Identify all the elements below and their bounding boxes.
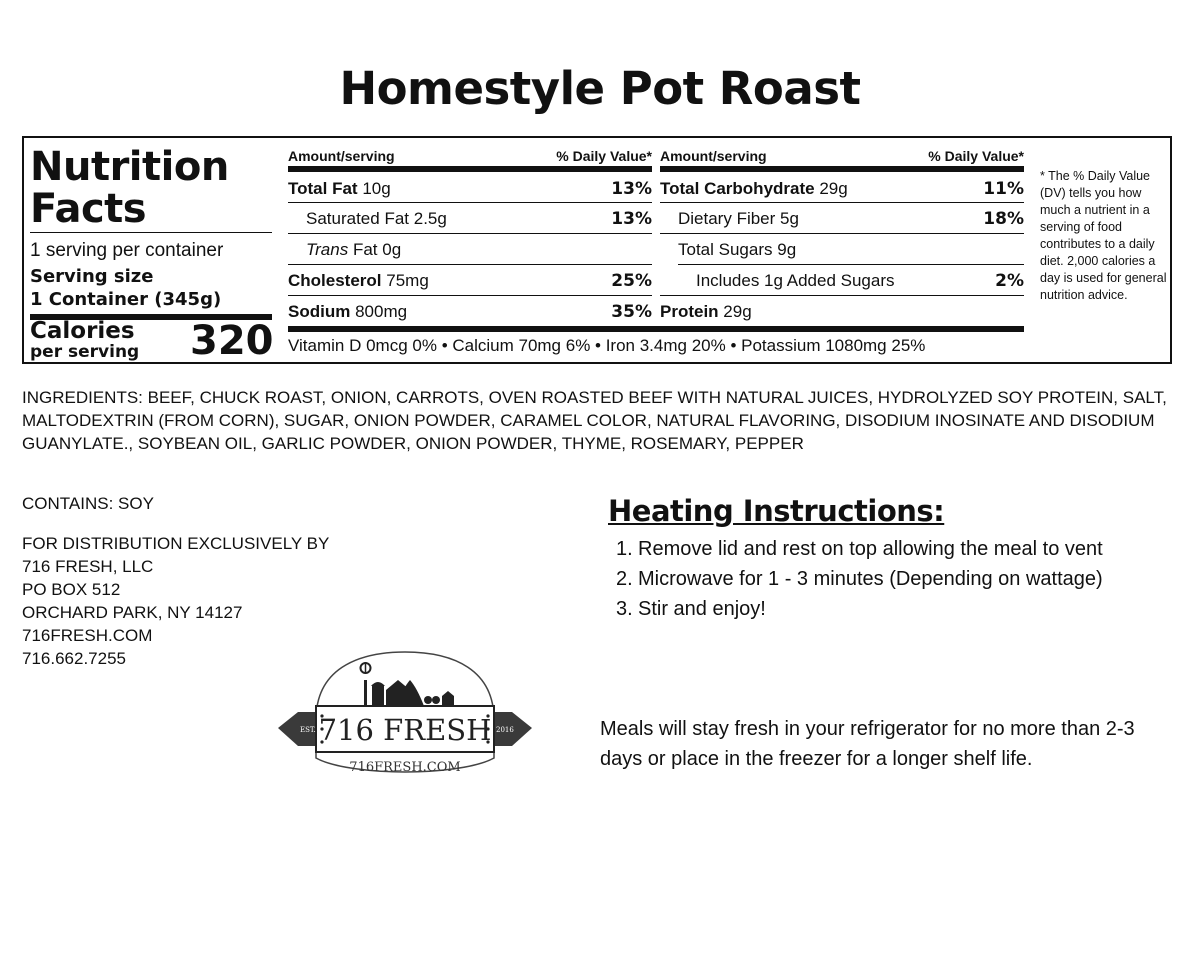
amount-serving-header: Amount/serving (660, 148, 767, 164)
amount-serving-header: Amount/serving (288, 148, 395, 164)
nutrient-row-cholesterol (288, 266, 652, 296)
nutrient-row-total-fat (288, 174, 652, 204)
nutrition-heading-line2: Facts (30, 186, 147, 232)
serving-size-value: 1 Container (345g) (30, 289, 222, 310)
nutrient-amount: 29g (819, 179, 848, 198)
logo-est: EST. (300, 726, 316, 734)
brand-logo (276, 650, 534, 780)
divider (288, 202, 652, 203)
distribution-line: 716.662.7255 (22, 649, 126, 668)
nutrient-label-suffix: Fat (352, 240, 378, 259)
nutrient-dv: 13% (611, 179, 652, 199)
divider (288, 264, 652, 265)
logo-year: 2016 (496, 726, 514, 734)
logo-name: 716 FRESH (318, 713, 492, 747)
heating-steps-list (616, 534, 1136, 624)
storage-note: Meals will stay fresh in your refrigerator for no more than 2-3 days or place in the freezer for a longer shelf life. (600, 718, 1135, 770)
nutrition-facts-panel (22, 136, 1172, 364)
nutrient-label: Dietary Fiber (678, 209, 776, 228)
step-text: Stir and enjoy! (638, 598, 766, 620)
nutrient-dv: 18% (983, 209, 1024, 229)
thick-divider (288, 326, 1024, 332)
calories-value: 320 (190, 318, 274, 364)
step-number: 1. (616, 538, 633, 560)
step-number: 3. (616, 598, 633, 620)
nutrient-row-protein (660, 297, 1024, 327)
nutrient-amount: 0g (382, 240, 402, 259)
nutrient-dv: 35% (611, 302, 652, 322)
nutrient-dv: 11% (983, 179, 1024, 199)
nutrient-amount: 75mg (386, 271, 429, 290)
daily-value-footnote: * The % Daily Value (DV) tells you how much a nutrient in a serving of food contributes to a daily diet. 2,000 calories a day is used for general nutrition advice. (1040, 169, 1167, 302)
logo-url: 716FRESH.COM (349, 760, 461, 775)
servings-per-container: 1 serving per container (30, 240, 224, 261)
nutrient-dv: 13% (611, 209, 652, 229)
divider (288, 295, 652, 296)
nutrient-row-saturated-fat (306, 204, 652, 234)
nutrient-amount: 29g (723, 302, 752, 321)
nutrient-label: Protein (660, 302, 719, 321)
nutrient-dv: 2% (995, 271, 1024, 291)
nutrient-label: Saturated Fat (306, 209, 410, 228)
nutrient-label: Sodium (288, 302, 351, 321)
heating-step (616, 564, 1136, 594)
allergen-statement: CONTAINS: SOY (22, 494, 154, 513)
nutrient-amount: 5g (780, 209, 799, 228)
distribution-line: FOR DISTRIBUTION EXCLUSIVELY BY (22, 534, 330, 553)
nutrient-row-dietary-fiber (678, 204, 1024, 234)
nutrient-row-total-carbohydrate (660, 174, 1024, 204)
nutrient-dv: 25% (611, 271, 652, 291)
logo-graphic (276, 650, 534, 780)
heating-step (616, 594, 1136, 624)
serving-size-label: Serving size (30, 266, 154, 287)
distribution-line: PO BOX 512 (22, 580, 121, 599)
nutrient-row-sodium (288, 297, 652, 327)
distribution-line: 716 FRESH, LLC (22, 557, 154, 576)
nutrient-amount: 10g (362, 179, 391, 198)
vitamins-line: Vitamin D 0mcg 0% • Calcium 70mg 6% • Iron 3.4mg 20% • Potassium 1080mg 25% (288, 336, 926, 355)
nutrient-label: Includes 1g Added Sugars (696, 271, 895, 290)
distribution-line: 716FRESH.COM (22, 626, 153, 645)
nutrient-row-trans-fat (306, 235, 652, 265)
divider (30, 232, 272, 233)
heating-step (616, 534, 1136, 564)
nutrient-row-total-sugars (678, 235, 1024, 265)
step-number: 2. (616, 568, 633, 590)
divider (288, 233, 652, 234)
nutrition-heading-line1: Nutrition (30, 144, 229, 190)
thick-divider (288, 166, 652, 172)
divider (660, 233, 1024, 234)
calories-sublabel: per serving (30, 342, 140, 362)
nutrient-amount: 800mg (355, 302, 408, 321)
divider (678, 264, 1024, 265)
col-header-right (660, 148, 1024, 164)
nutrient-label: Trans (306, 240, 349, 259)
step-text: Remove lid and rest on top allowing the meal to vent (638, 538, 1103, 560)
heating-instructions-title: Heating Instructions: (608, 494, 945, 528)
nutrient-label: Total Carbohydrate (660, 179, 815, 198)
product-title: Homestyle Pot Roast (339, 62, 861, 115)
nutrient-label: Total Fat (288, 179, 358, 198)
ingredients-text: INGREDIENTS: BEEF, CHUCK ROAST, ONION, CARROTS, OVEN ROASTED BEEF WITH NATURAL JUICES, HYDROLYZED SOY PROTEIN, SALT, MALTODEXTRIN (FROM CORN), SUGAR, ONION POWDER, CARAMEL COLOR, NATURAL FLAVORING, DISODIUM INOSINATE AND DISODIUM GUANYLATE., SOYBEAN OIL, GARLIC POWDER, ONION POWDER, THYME, ROSEMARY, PEPPER (22, 388, 1167, 453)
nutrient-amount: 2.5g (413, 209, 447, 228)
divider (660, 295, 1024, 296)
distribution-line: ORCHARD PARK, NY 14127 (22, 603, 243, 622)
step-text: Microwave for 1 - 3 minutes (Depending on wattage) (638, 568, 1103, 590)
divider (660, 202, 1024, 203)
nutrient-label: Total Sugars (678, 240, 773, 259)
nutrient-amount: 9g (777, 240, 797, 259)
daily-value-header: % Daily Value* (556, 148, 652, 164)
thick-divider (660, 166, 1024, 172)
calories-label: Calories (30, 318, 135, 344)
col-header-left (288, 148, 652, 164)
nutrient-row-added-sugars (696, 266, 1024, 296)
daily-value-header: % Daily Value* (928, 148, 1024, 164)
nutrient-label: Cholesterol (288, 271, 382, 290)
